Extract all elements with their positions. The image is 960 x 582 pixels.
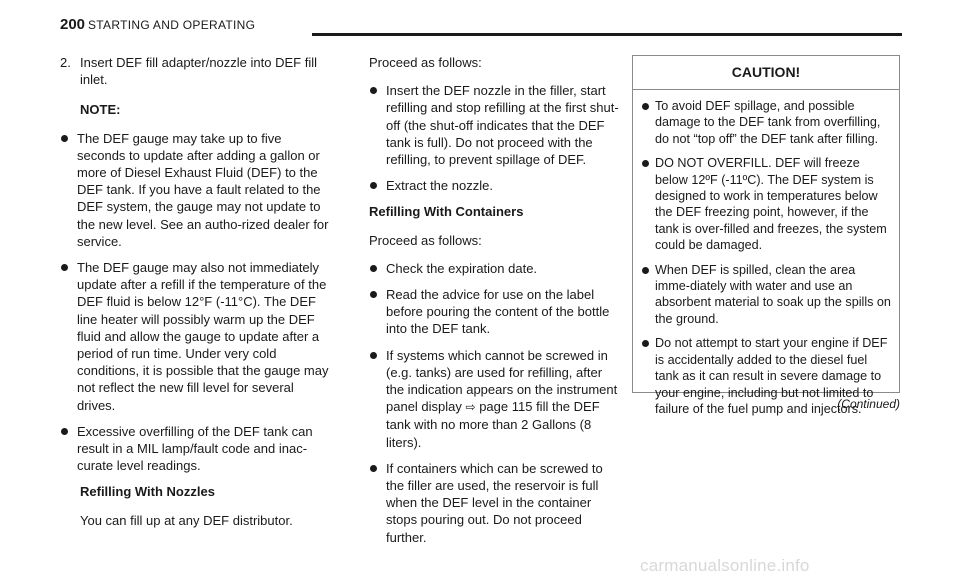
list-item: Check the expiration date. — [369, 260, 621, 277]
list-item: If containers which can be screwed to the filler are used, the reservoir is full when the DEF level in the container stops pouring out. Do not proceed further. — [369, 460, 621, 546]
note-label: NOTE: — [80, 102, 121, 118]
list-item: DO NOT OVERFILL. DEF will freeze below 12ºF (-11ºC). The DEF system is designed to work in temperatures below the DEF freezing point, however, if the tank is over-filled and freezes, the system could be damaged. — [641, 155, 893, 253]
note-bullet-list — [60, 130, 332, 475]
proceed-text: Proceed as follows: — [369, 232, 482, 248]
caution-title: CAUTION! — [633, 56, 899, 90]
page-number: 200 — [60, 16, 86, 33]
nozzles-text: You can fill up at any DEF distributor. — [80, 512, 293, 528]
list-item: Read the advice for use on the label before pouring the content of the bottle into the DEF tank. — [369, 286, 621, 338]
list-item: The DEF gauge may also not immediately update after a refill if the temperature of the DEF fluid is below 12°F (-11°C). The DEF line heater will possibly warm up the DEF fluid and allow the gauge to update after a period of run time. Under very cold conditions, it is possible that the gauge may not reflect the new fill level for several drives. — [60, 259, 332, 414]
list-item: Excessive overfilling of the DEF tank can result in a MIL lamp/fault code and inac-curate level readings. — [60, 423, 332, 475]
step-number: 2. — [60, 55, 71, 70]
list-item: Extract the nozzle. — [369, 177, 621, 194]
section-title: STARTING AND OPERATING — [88, 18, 256, 32]
list-item: Do not attempt to start your engine if DEF is accidentally added to the diesel fuel tank as it can result in severe damage to your engine, including but not limited to failure of the fuel pump and injectors. — [641, 335, 893, 417]
page-reference-arrow-icon: ⇨ — [465, 400, 476, 415]
containers-heading: Refilling With Containers — [369, 204, 524, 220]
continued-label: (Continued) — [837, 397, 900, 411]
step-2 — [60, 54, 332, 88]
list-item: To avoid DEF spillage, and possible damage to the DEF tank from overfilling, do not “top off” the DEF tank after filling. — [641, 98, 893, 147]
nozzle-bullet-list — [369, 82, 621, 194]
list-item: When DEF is spilled, clean the area imme-diately with water and use an absorbent material to soak up the spills on the ground. — [641, 262, 893, 328]
page-header — [60, 14, 902, 36]
proceed-text: Proceed as follows: — [369, 55, 482, 70]
list-item: The DEF gauge may take up to five seconds to update after adding a gallon or more of Diesel Exhaust Fluid (DEF) to the DEF tank. If you have a fault related to the DEF system, the gauge may not update to the new level. See an autho-rized dealer for service. — [60, 130, 332, 250]
middle-column — [369, 54, 621, 555]
list-item — [369, 347, 621, 451]
list-item: Insert the DEF nozzle in the filler, start refilling and stop refilling at the first shut-off (the shut-off indicates that the DEF tank is full). Do not proceed with the refilling, to prevent spillage of DEF. — [369, 82, 621, 168]
container-bullet-list — [369, 260, 621, 546]
page-reference-link[interactable]: page 115 fill the DEF tank with no more than 2 Gallons (8 liters). — [386, 399, 600, 450]
caution-bullet-list — [633, 90, 899, 417]
screw-text-before: If systems which cannot be screwed in (e.g. tanks) are used for refilling, after the indication appears on the instrument panel display — [386, 347, 618, 415]
watermark: carmanualsonline.info — [640, 556, 810, 575]
header-rule — [312, 33, 902, 36]
left-column — [60, 54, 332, 540]
nozzles-heading: Refilling With Nozzles — [80, 484, 215, 500]
step-text: Insert DEF fill adapter/nozzle into DEF fill inlet. — [80, 55, 317, 88]
